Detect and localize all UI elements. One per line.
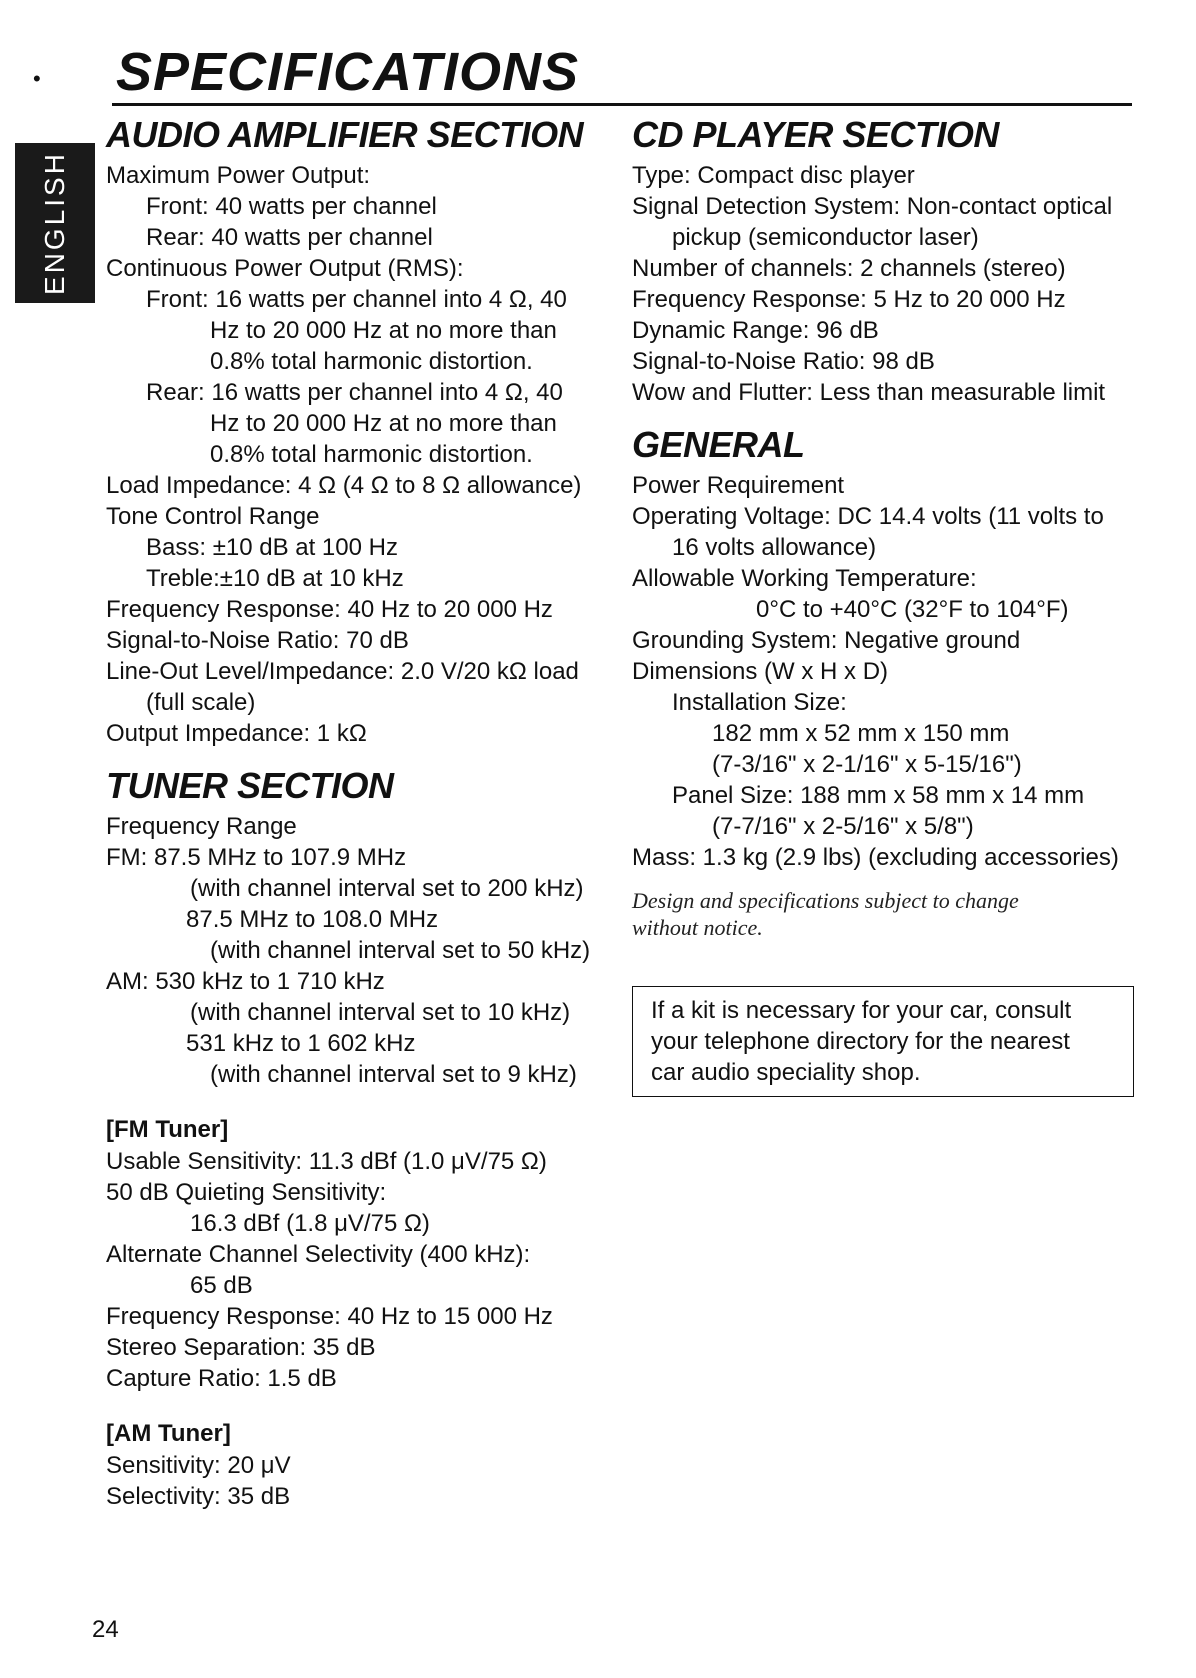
language-tab — [15, 143, 95, 303]
spec-line: Allowable Working Temperature: — [632, 565, 977, 592]
general-heading: GENERAL — [632, 424, 805, 465]
page-number: 24 — [92, 1616, 119, 1643]
spec-line: Power Requirement — [632, 472, 845, 499]
spec-line: Grounding System: Negative ground — [632, 627, 1021, 654]
spec-line: Usable Sensitivity: 11.3 dBf (1.0 μV/75 Ω) — [106, 1148, 547, 1175]
spec-line: Alternate Channel Selectivity (400 kHz): — [106, 1241, 531, 1268]
bullet-mark: • — [33, 66, 41, 91]
spec-line: 0.8% total harmonic distortion. — [210, 441, 533, 468]
spec-line: Output Impedance: 1 kΩ — [106, 720, 367, 747]
spec-line: Sensitivity: 20 μV — [106, 1452, 291, 1479]
language-tab-label: ENGLISH — [39, 151, 70, 295]
kit-notice-line: car audio speciality shop. — [651, 1059, 921, 1086]
spec-line: Rear: 40 watts per channel — [146, 224, 433, 251]
spec-line: Line-Out Level/Impedance: 2.0 V/20 kΩ load — [106, 658, 579, 685]
spec-line: Number of channels: 2 channels (stereo) — [632, 255, 1066, 282]
spec-line: Frequency Range — [106, 813, 297, 840]
spec-line: 65 dB — [190, 1272, 253, 1299]
spec-line: 0.8% total harmonic distortion. — [210, 348, 533, 375]
spec-line: AM: 530 kHz to 1 710 kHz — [106, 968, 385, 995]
spec-line: (7-7/16" x 2-5/16" x 5/8") — [712, 813, 974, 840]
spec-line: Signal Detection System: Non-contact optical — [632, 193, 1113, 220]
spec-line: Type: Compact disc player — [632, 162, 915, 189]
spec-line: 16.3 dBf (1.8 μV/75 Ω) — [190, 1210, 430, 1237]
tuner-section-heading: TUNER SECTION — [106, 765, 394, 806]
spec-line: Frequency Response: 40 Hz to 15 000 Hz — [106, 1303, 553, 1330]
spec-line: Bass: ±10 dB at 100 Hz — [146, 534, 398, 561]
spec-line: (with channel interval set to 10 kHz) — [190, 999, 571, 1026]
spec-line: Rear: 16 watts per channel into 4 Ω, 40 — [146, 379, 563, 406]
spec-line: Hz to 20 000 Hz at no more than — [210, 317, 557, 344]
spec-line: Stereo Separation: 35 dB — [106, 1334, 376, 1361]
fm-tuner-heading: [FM Tuner] — [106, 1116, 229, 1143]
kit-notice-line: your telephone directory for the nearest — [651, 1028, 1070, 1055]
spec-line: Treble:±10 dB at 10 kHz — [146, 565, 404, 592]
title-rule — [112, 103, 1132, 106]
spec-line: Front: 16 watts per channel into 4 Ω, 40 — [146, 286, 567, 313]
change-notice-line: without notice. — [632, 915, 763, 940]
change-notice — [632, 887, 1134, 941]
spec-line: 0°C to +40°C (32°F to 104°F) — [756, 596, 1069, 623]
spec-line: Capture Ratio: 1.5 dB — [106, 1365, 337, 1392]
spec-line: Panel Size: 188 mm x 58 mm x 14 mm — [672, 782, 1085, 809]
audio-amplifier-heading: AUDIO AMPLIFIER SECTION — [106, 114, 584, 155]
spec-line: Frequency Response: 5 Hz to 20 000 Hz — [632, 286, 1066, 313]
spec-line: 87.5 MHz to 108.0 MHz — [186, 906, 439, 933]
page-title: SPECIFICATIONS — [116, 42, 580, 102]
am-tuner-heading: [AM Tuner] — [106, 1420, 231, 1447]
spec-line: Maximum Power Output: — [106, 162, 371, 189]
spec-line: Installation Size: — [672, 689, 847, 716]
spec-line: Continuous Power Output (RMS): — [106, 255, 464, 282]
spec-line: pickup (semiconductor laser) — [672, 224, 979, 251]
spec-line: Signal-to-Noise Ratio: 70 dB — [106, 627, 409, 654]
spec-line: FM: 87.5 MHz to 107.9 MHz — [106, 844, 407, 871]
spec-line: Tone Control Range — [106, 503, 320, 530]
right-column — [632, 110, 1134, 1097]
spec-line: 531 kHz to 1 602 kHz — [186, 1030, 416, 1057]
spec-line: Selectivity: 35 dB — [106, 1483, 291, 1510]
left-column — [106, 110, 606, 1512]
spec-line: Hz to 20 000 Hz at no more than — [210, 410, 557, 437]
spec-line: (7-3/16" x 2-1/16" x 5-15/16") — [712, 751, 1022, 778]
kit-notice-box — [632, 986, 1134, 1097]
spec-line: Operating Voltage: DC 14.4 volts (11 volts to — [632, 503, 1104, 530]
spec-line: (full scale) — [146, 689, 256, 716]
spec-line: (with channel interval set to 9 kHz) — [210, 1061, 577, 1088]
spec-line: Signal-to-Noise Ratio: 98 dB — [632, 348, 935, 375]
cd-player-heading: CD PLAYER SECTION — [632, 114, 999, 155]
spec-line: Frequency Response: 40 Hz to 20 000 Hz — [106, 596, 553, 623]
spec-line: (with channel interval set to 50 kHz) — [210, 937, 591, 964]
spec-line: Dimensions (W x H x D) — [632, 658, 889, 685]
kit-notice-line: If a kit is necessary for your car, consult — [651, 997, 1072, 1024]
spec-line: 182 mm x 52 mm x 150 mm — [712, 720, 1010, 747]
spec-line: 50 dB Quieting Sensitivity: — [106, 1179, 387, 1206]
spec-line: Dynamic Range: 96 dB — [632, 317, 879, 344]
spec-line: Load Impedance: 4 Ω (4 Ω to 8 Ω allowance) — [106, 472, 582, 499]
spec-line: Front: 40 watts per channel — [146, 193, 437, 220]
spec-line: 16 volts allowance) — [672, 534, 877, 561]
spec-line: Mass: 1.3 kg (2.9 lbs) (excluding accessories) — [632, 844, 1119, 871]
spec-line: Wow and Flutter: Less than measurable limit — [632, 379, 1106, 406]
change-notice-line: Design and specifications subject to change — [632, 888, 1019, 913]
spec-line: (with channel interval set to 200 kHz) — [190, 875, 584, 902]
